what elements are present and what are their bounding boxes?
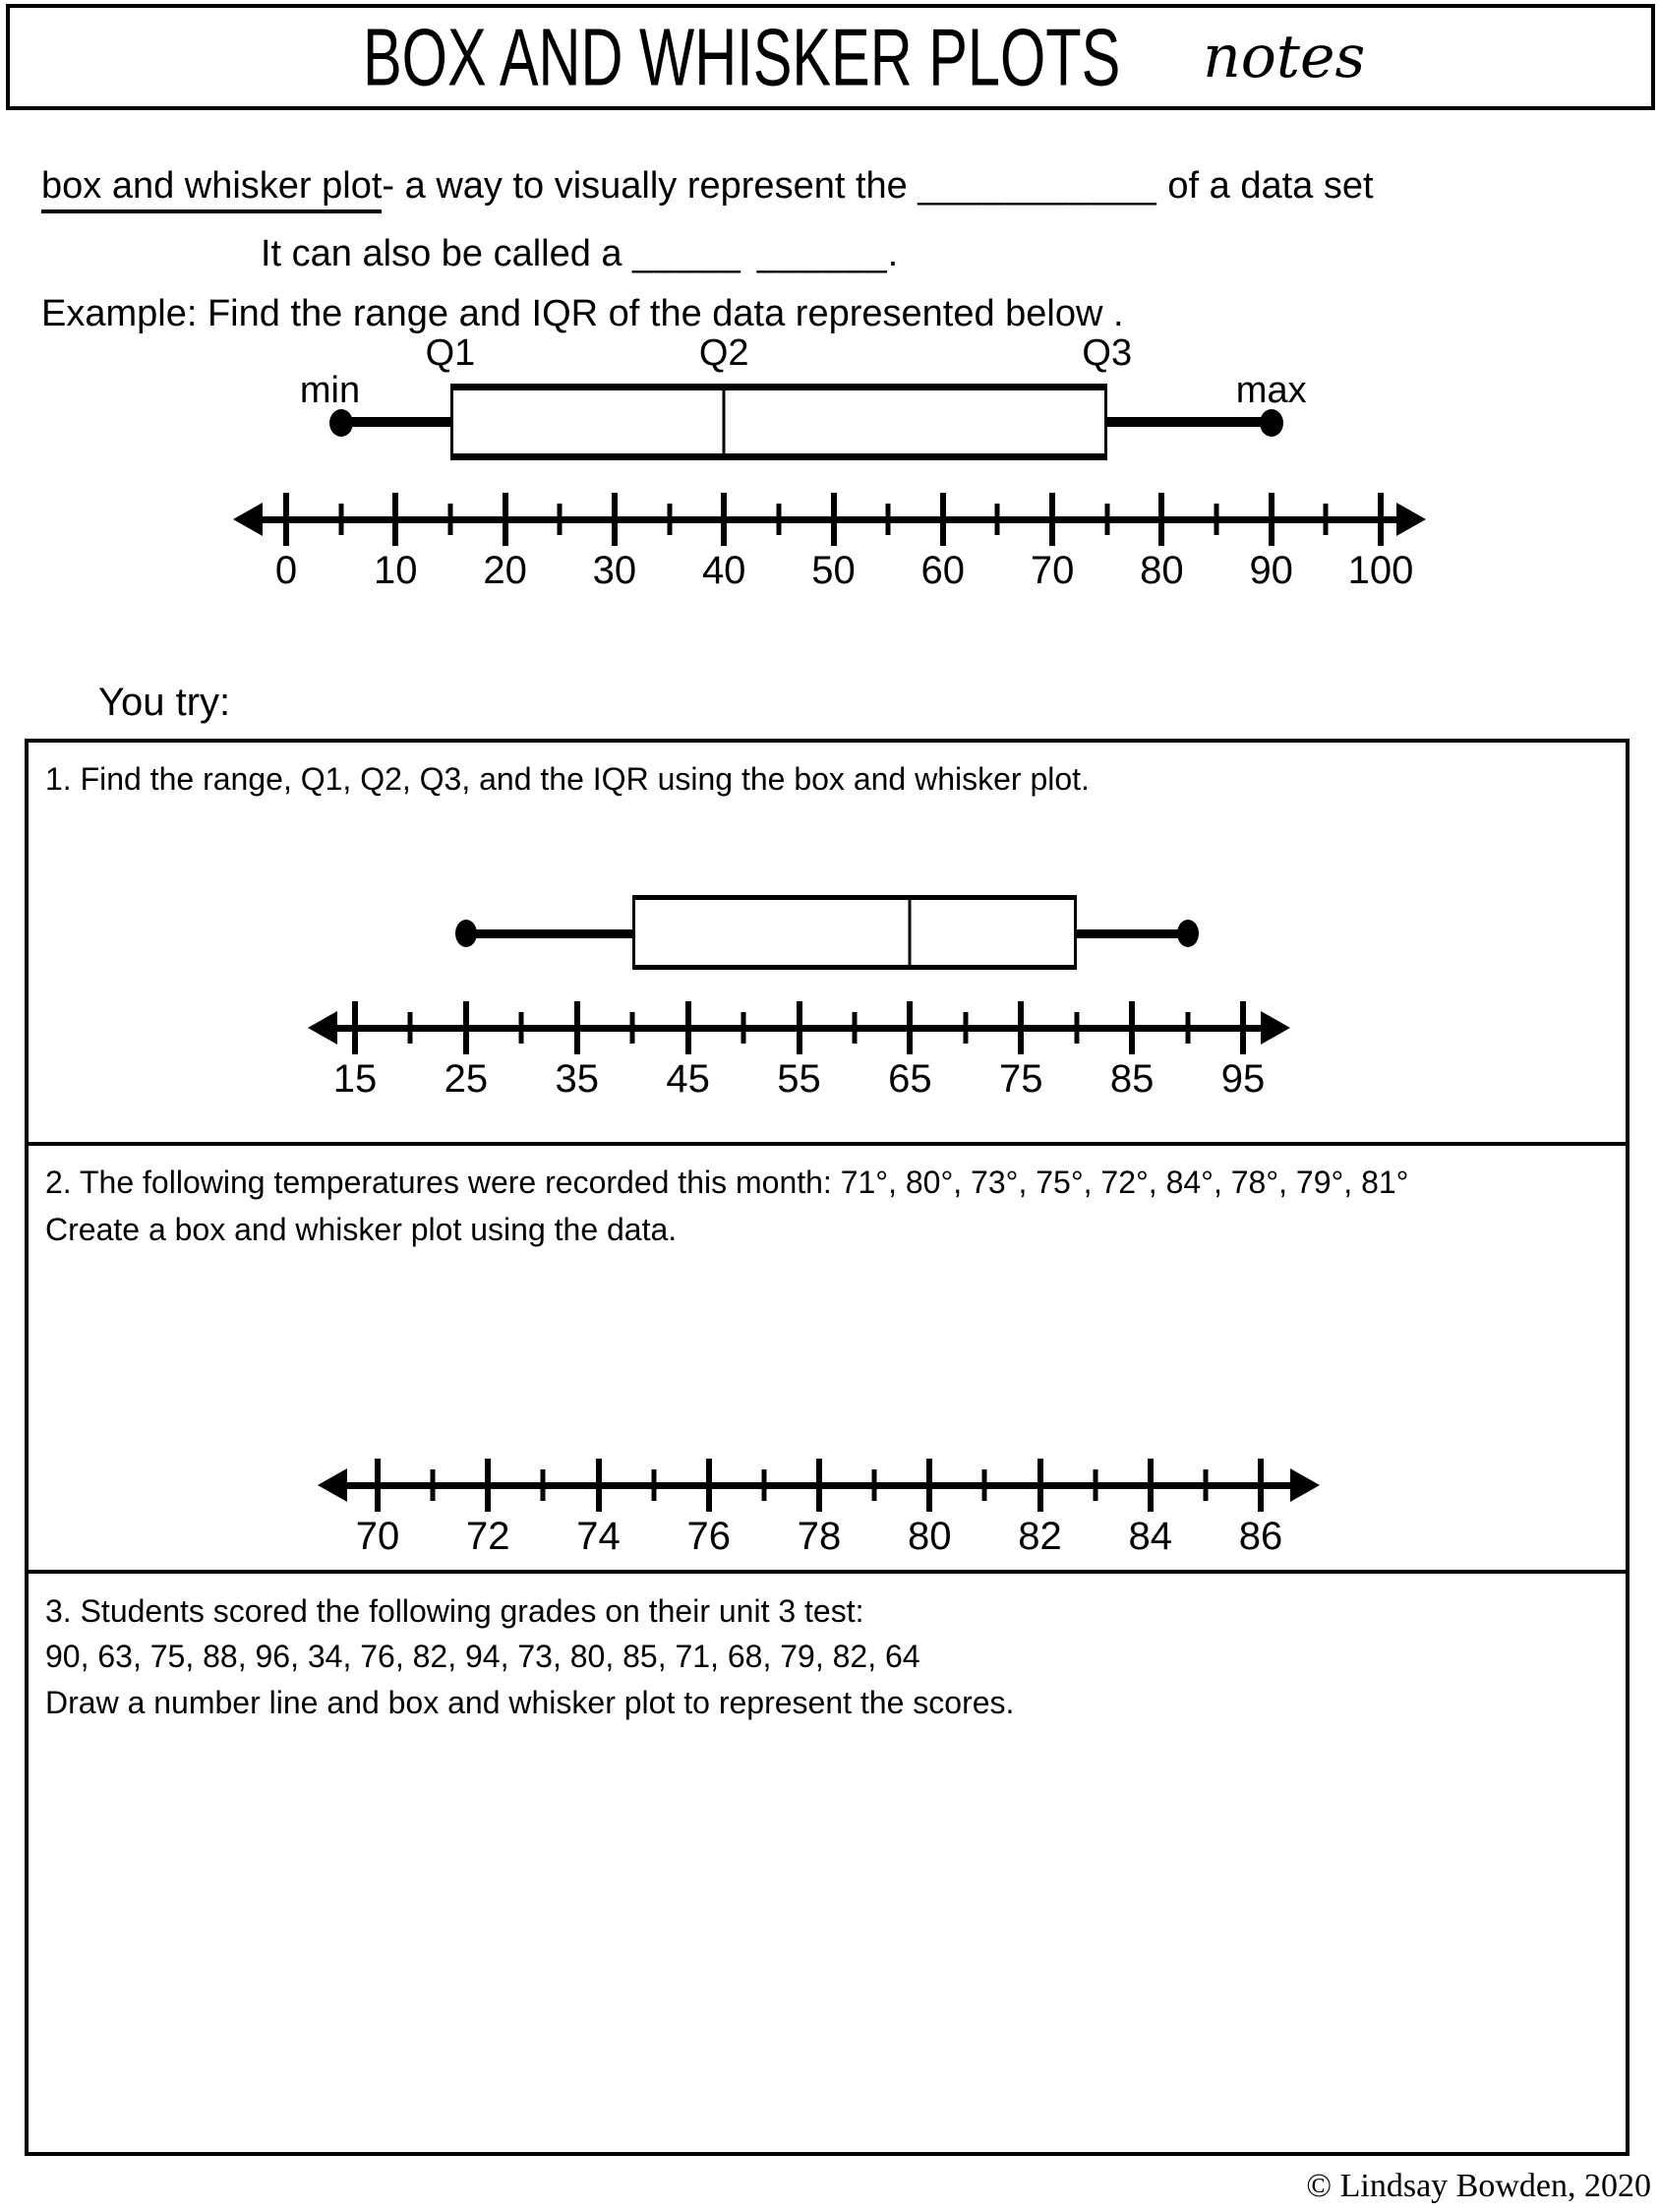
axis-tick: [1324, 504, 1329, 535]
axis-tick: [797, 1001, 802, 1054]
page-title: BOX AND WHISKER PLOTS: [362, 11, 1121, 103]
axis-tick: [995, 504, 1000, 535]
axis-tick: [1185, 1012, 1190, 1044]
right-whisker: [1107, 417, 1272, 427]
axis-tick: [1258, 1459, 1264, 1512]
axis-tick: [651, 1469, 656, 1501]
axis-tick: [283, 493, 289, 546]
problem1-text: 1. Find the range, Q1, Q2, Q3, and the IQR using the box and whisker plot.: [45, 761, 1090, 797]
section-divider: [25, 1142, 1629, 1146]
right-arrow-icon: [1396, 503, 1426, 536]
problem2-line1: 2. The following temperatures were recorded this month: 71°, 80°, 73°, 75°, 72°, 84°, 78°, 79°, 81°: [45, 1165, 1409, 1200]
axis-tick: [1148, 1459, 1154, 1512]
axis-tick-label: 70: [355, 1515, 400, 1558]
axis-tick: [1049, 493, 1055, 546]
copyright: © Lindsay Bowden, 2020: [1306, 2168, 1651, 2204]
axis-tick-label: 25: [444, 1057, 489, 1101]
min-dot: [455, 920, 477, 947]
axis-tick-label: 80: [908, 1515, 952, 1558]
axis-tick-label: 35: [555, 1057, 599, 1101]
right-arrow-icon: [1290, 1468, 1320, 1502]
axis-tick: [667, 504, 672, 535]
callout-min: min: [299, 370, 361, 411]
axis-area: [274, 325, 1414, 620]
axis-tick: [1074, 1012, 1079, 1044]
axis-tick: [463, 1001, 469, 1054]
axis-tick: [431, 1469, 436, 1501]
axis-tick: [852, 1012, 857, 1044]
axis-tick-label: 85: [1109, 1057, 1155, 1101]
axis-area: [332, 873, 1266, 1105]
axis-tick: [338, 504, 343, 535]
axis-tick: [519, 1012, 524, 1044]
axis-tick: [831, 493, 837, 546]
callout-max: max: [1235, 370, 1307, 411]
fill-in-blank: ___________: [918, 165, 1157, 207]
left-whisker: [341, 417, 450, 427]
axis-tick-label: 55: [777, 1057, 821, 1101]
axis-tick-label: 40: [701, 549, 746, 592]
axis-tick: [926, 1459, 932, 1512]
axis-tick-label: 82: [1018, 1515, 1062, 1558]
axis-tick: [907, 1001, 913, 1054]
problem1-box-plot: [308, 873, 1290, 1105]
axis-tick: [706, 1459, 712, 1512]
definition-text: - a way to visually represent the: [382, 165, 918, 207]
callout-q2: Q2: [698, 332, 749, 374]
axis-tick-label: 60: [920, 549, 966, 592]
axis-tick-label: 86: [1238, 1515, 1283, 1558]
definition-term: box and whisker plot: [41, 165, 382, 213]
axis-area: [355, 1444, 1283, 1567]
axis-tick: [940, 493, 946, 546]
axis-tick: [1378, 493, 1384, 546]
axis-tick-label: 30: [592, 549, 637, 592]
axis-tick: [612, 493, 618, 546]
axis-tick: [982, 1469, 987, 1501]
axis-tick: [963, 1012, 968, 1044]
axis-tick-label: 80: [1140, 549, 1184, 592]
problem3-line3: Draw a number line and box and whisker plot to represent the scores.: [45, 1684, 1015, 1720]
axis-tick: [485, 1459, 491, 1512]
problem2-number-line: [318, 1444, 1320, 1567]
you-try-label: You try:: [98, 681, 231, 724]
axis-tick: [596, 1459, 602, 1512]
axis-tick-label: 50: [811, 549, 856, 592]
axis-tick: [816, 1459, 822, 1512]
example-box-plot: [233, 325, 1426, 620]
axis-tick-label: 72: [466, 1515, 510, 1558]
axis-tick: [721, 493, 727, 546]
axis-tick: [776, 504, 781, 535]
axis-tick: [872, 1469, 877, 1501]
section-divider: [25, 1570, 1629, 1574]
axis-tick: [1018, 1001, 1024, 1054]
axis-tick: [630, 1012, 635, 1044]
fill-in-blank: _____: [632, 233, 741, 274]
axis-tick: [741, 1012, 746, 1044]
axis-tick: [1240, 1001, 1246, 1054]
axis-tick-label: 76: [686, 1515, 731, 1558]
definition-line1: [41, 165, 1374, 208]
fill-in-blank: ______: [756, 233, 888, 274]
axis-tick-label: 75: [999, 1057, 1043, 1101]
title-banner: [6, 4, 1655, 110]
right-whisker: [1077, 929, 1188, 938]
axis-tick: [574, 1001, 580, 1054]
axis-tick: [886, 504, 891, 535]
axis-tick-label: 90: [1249, 549, 1293, 592]
axis-tick-label: 45: [666, 1057, 710, 1101]
axis-tick-label: 20: [483, 549, 527, 592]
axis-tick-label: 15: [332, 1057, 378, 1101]
axis-tick-label: 10: [374, 549, 418, 592]
axis-tick-label: 70: [1030, 549, 1075, 592]
axis-tick-label: 0: [274, 549, 298, 592]
axis-tick: [1269, 493, 1274, 546]
axis-tick: [408, 1012, 413, 1044]
axis-tick: [761, 1469, 766, 1501]
definition-text-end: of a data set: [1156, 165, 1374, 207]
iqr-box: [450, 384, 1107, 460]
axis-tick: [685, 1001, 691, 1054]
axis-tick: [1129, 1001, 1135, 1054]
page-title-accent: notes: [1203, 23, 1366, 91]
axis-tick-label: 100: [1347, 549, 1414, 592]
definition-line2: [261, 233, 898, 275]
definition-line2-period: .: [887, 233, 899, 274]
axis-tick: [392, 493, 398, 546]
axis-tick: [1037, 1459, 1043, 1512]
left-arrow-icon: [233, 503, 263, 536]
axis-tick-label: 95: [1220, 1057, 1266, 1101]
callout-q1: Q1: [425, 332, 476, 374]
axis-tick: [503, 493, 508, 546]
iqr-box: [632, 895, 1077, 970]
left-arrow-icon: [308, 1011, 337, 1045]
axis-tick-label: 78: [797, 1515, 842, 1558]
axis-tick: [1104, 504, 1109, 535]
problem3-line2: 90, 63, 75, 88, 96, 34, 76, 82, 94, 73, 80, 85, 71, 68, 79, 82, 64: [45, 1639, 920, 1675]
axis-tick: [558, 504, 563, 535]
axis-tick: [1158, 493, 1164, 546]
min-dot: [329, 409, 353, 437]
axis-tick-label: 65: [888, 1057, 932, 1101]
axis-tick: [447, 504, 452, 535]
problem3-text: [45, 1588, 1014, 1725]
axis-tick: [375, 1459, 381, 1512]
max-dot: [1177, 920, 1199, 947]
max-dot: [1260, 409, 1283, 437]
right-arrow-icon: [1261, 1011, 1290, 1045]
median-line: [723, 384, 726, 460]
axis-tick: [1215, 504, 1219, 535]
definition-line2-text: It can also be called a: [261, 233, 633, 274]
axis-tick: [352, 1001, 358, 1054]
problem2-text: [45, 1159, 1408, 1253]
median-line: [909, 895, 912, 970]
callout-q3: Q3: [1082, 332, 1133, 374]
axis-tick-label: 84: [1128, 1515, 1172, 1558]
left-whisker: [466, 929, 632, 938]
axis-tick: [1203, 1469, 1208, 1501]
problem2-line2: Create a box and whisker plot using the data.: [45, 1212, 678, 1247]
axis-tick-label: 74: [576, 1515, 621, 1558]
example-prompt: Example: Find the range and IQR of the data represented below .: [41, 293, 1124, 334]
left-arrow-icon: [318, 1468, 347, 1502]
axis-tick: [1093, 1469, 1097, 1501]
problem3-line1: 3. Students scored the following grades on their unit 3 test:: [45, 1593, 864, 1629]
axis-tick: [541, 1469, 546, 1501]
